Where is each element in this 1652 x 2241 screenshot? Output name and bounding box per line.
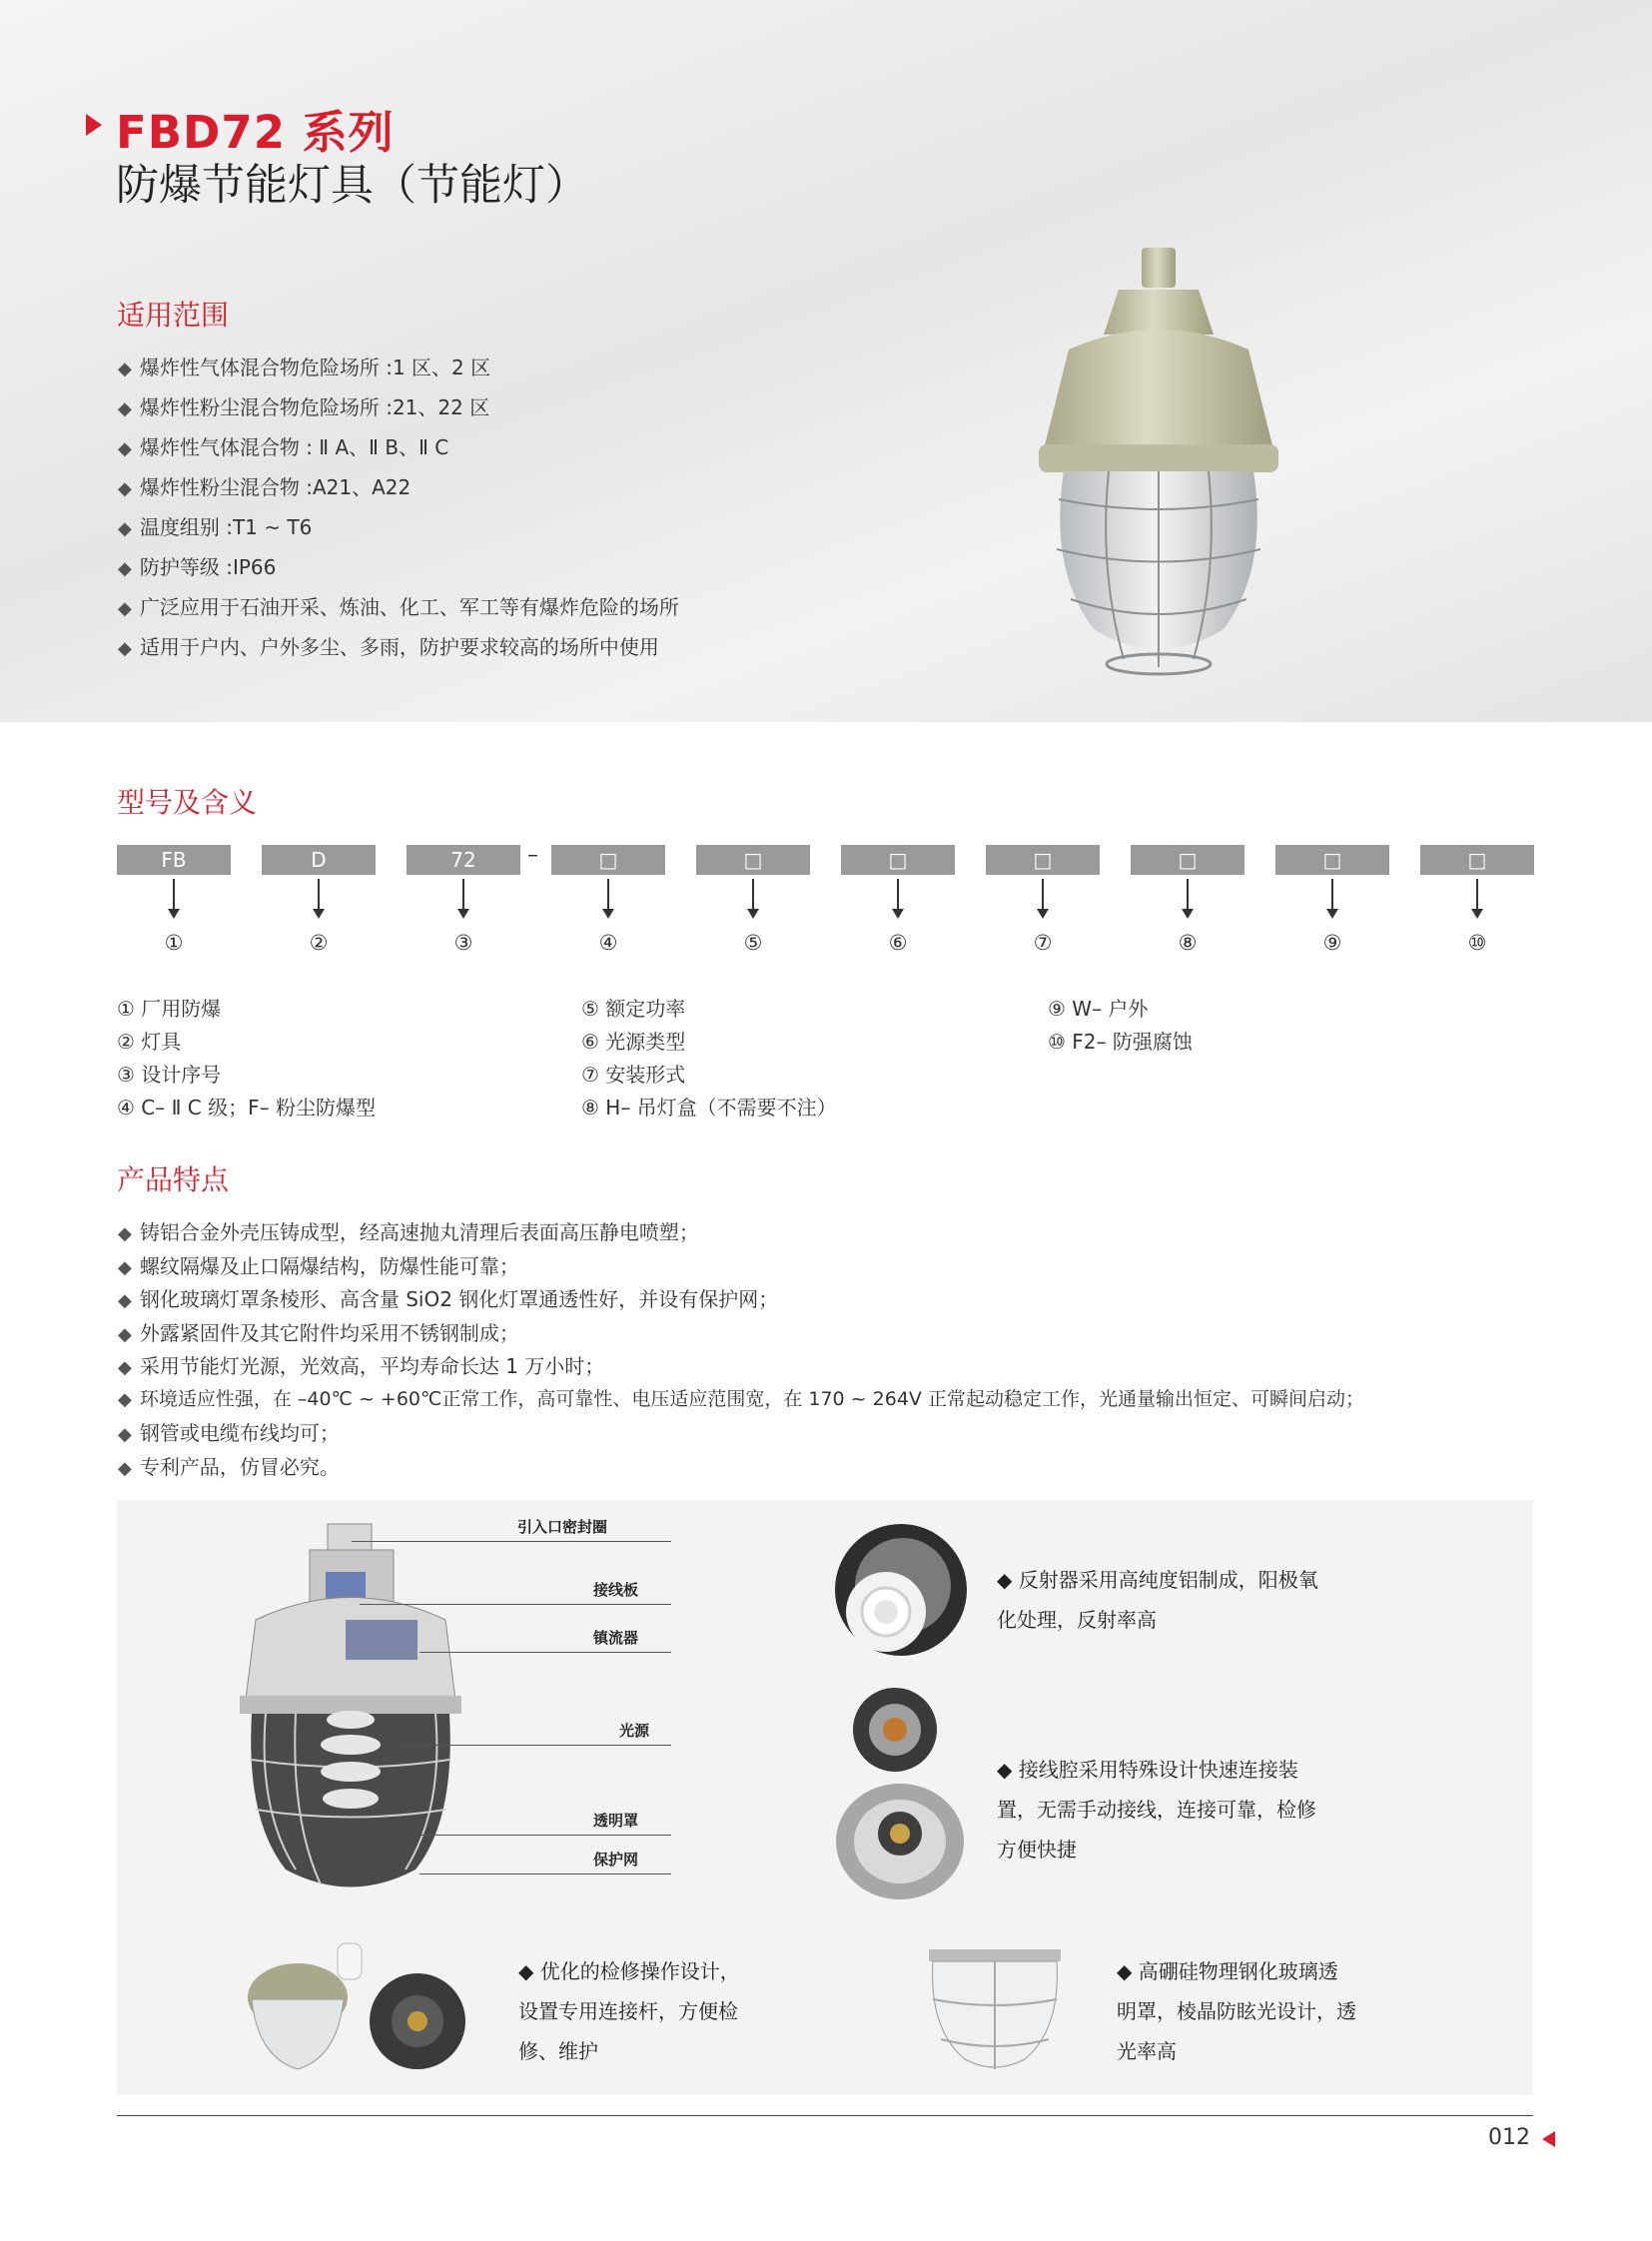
- feature-item: ◆ 铸铝合金外壳压铸成型，经高速抛丸清理后表面高压静电喷塑；: [118, 1220, 699, 1244]
- scope-item: ◆ 爆炸性气体混合物 : Ⅱ A、Ⅱ B、Ⅱ C: [118, 435, 449, 459]
- maintenance-line: 设置专用连接杆，方便检: [518, 1999, 738, 2023]
- scope-item: ◆ 广泛应用于石油开采、炼油、化工、军工等有爆炸危险的场所: [118, 595, 679, 619]
- model-number: ①: [164, 931, 184, 955]
- title-arrow-icon: [86, 114, 102, 136]
- legend-col-3: [1048, 993, 1193, 1059]
- callout-ballast: 镇流器: [593, 1629, 639, 1647]
- model-arrow: [1042, 879, 1044, 911]
- callout-guard: 保护网: [593, 1851, 639, 1868]
- legend-item: ⑩ F2– 防强腐蚀: [1048, 1030, 1193, 1054]
- series-title: FBD72 系列: [116, 106, 395, 159]
- model-number: ⑤: [743, 931, 763, 955]
- maintenance-image: [238, 1937, 467, 2077]
- scope-item: ◆ 防护等级 :IP66: [118, 555, 277, 579]
- legend-col-2: [581, 993, 837, 1124]
- glass-line: ◆ 高硼硅物理钢化玻璃透: [1117, 1959, 1338, 1983]
- page-arrow-icon: [1542, 2131, 1555, 2147]
- model-box-4: □: [551, 845, 665, 875]
- glass-text: [1117, 1951, 1356, 2071]
- scope-item: ◆ 温度组别 :T1 ~ T6: [118, 515, 313, 539]
- feature-item: ◆ 钢管或电缆布线均可；: [118, 1421, 340, 1445]
- callout-clear-cover: 透明罩: [593, 1812, 639, 1830]
- arrow-down-icon: [1326, 909, 1338, 919]
- wiring-chamber-bottom-image: [833, 1778, 967, 1901]
- features-list: [118, 1216, 1364, 1484]
- wiring-text: [997, 1750, 1316, 1869]
- glass-line: 光率高: [1117, 2039, 1177, 2063]
- lamp-cutaway-image: [236, 1520, 465, 1909]
- model-box-9: □: [1275, 845, 1389, 875]
- model-arrow: [607, 879, 609, 911]
- model-box-fb: FB: [117, 845, 231, 875]
- model-box-d: D: [262, 845, 376, 875]
- legend-item: ④ C– Ⅱ C 级；F– 粉尘防爆型: [117, 1096, 376, 1120]
- arrow-down-icon: [168, 909, 180, 919]
- model-arrow: [173, 879, 175, 911]
- model-arrow: [318, 879, 320, 911]
- scope-item: ◆ 爆炸性粉尘混合物 :A21、A22: [118, 475, 412, 499]
- arrow-down-icon: [1037, 909, 1049, 919]
- scope-list: [118, 352, 679, 671]
- model-box-72: 72: [407, 845, 520, 875]
- legend-item: ② 灯具: [117, 1030, 182, 1054]
- features-title: 产品特点: [117, 1163, 230, 1196]
- wiring-line: 方便快捷: [997, 1838, 1077, 1862]
- legend-item: ① 厂用防爆: [117, 997, 222, 1021]
- maintenance-line: ◆ 优化的检修操作设计，: [518, 1959, 740, 1983]
- model-number: ②: [309, 931, 329, 955]
- reflector-line: 化处理，反射率高: [997, 1608, 1157, 1632]
- arrow-down-icon: [892, 909, 904, 919]
- arrow-down-icon: [1471, 909, 1483, 919]
- legend-item: ⑤ 额定功率: [581, 997, 686, 1021]
- reflector-text: [997, 1560, 1318, 1640]
- legend-item: ⑥ 光源类型: [581, 1030, 686, 1054]
- model-arrow: [752, 879, 754, 911]
- callout-line: [400, 1745, 671, 1746]
- model-number: ⑩: [1467, 931, 1487, 955]
- feature-item: ◆ 钢化玻璃灯罩条棱形、高含量 SiO2 钢化灯罩通透性好，并设有保护网；: [118, 1287, 779, 1311]
- footer-rule: [117, 2115, 1533, 2116]
- callout-line: [352, 1541, 671, 1542]
- explosion-proof-lamp-image: [1009, 240, 1308, 699]
- model-arrow: [897, 879, 899, 911]
- page-number: 012: [1488, 2125, 1530, 2150]
- model-number: ⑦: [1033, 931, 1053, 955]
- callout-line: [419, 1835, 671, 1836]
- callout-line: [419, 1873, 671, 1874]
- model-arrow: [1187, 879, 1189, 911]
- callout-inlet-seal: 引入口密封圈: [517, 1518, 608, 1536]
- model-dash: –: [527, 843, 538, 868]
- legend-item: ⑦ 安装形式: [581, 1063, 686, 1087]
- model-number: ⑥: [888, 931, 908, 955]
- scope-item: ◆ 适用于户内、户外多尘、多雨，防护要求较高的场所中使用: [118, 635, 659, 659]
- arrow-down-icon: [457, 909, 469, 919]
- feature-item: ◆ 采用节能灯光源，光效高，平均寿命长达 1 万小时；: [118, 1354, 605, 1378]
- model-number: ⑨: [1322, 931, 1342, 955]
- wiring-chamber-top-image: [845, 1684, 945, 1776]
- legend-col-1: [117, 993, 376, 1124]
- callout-line: [360, 1604, 671, 1605]
- callout-line: [419, 1652, 671, 1653]
- arrow-down-icon: [1182, 909, 1194, 919]
- model-arrow: [462, 879, 464, 911]
- arrow-down-icon: [313, 909, 325, 919]
- wiring-line: 置，无需手动接线，连接可靠，检修: [997, 1798, 1316, 1822]
- feature-item: ◆ 专利产品，仿冒必究。: [118, 1454, 340, 1479]
- model-arrow: [1331, 879, 1333, 911]
- model-number: ③: [453, 931, 473, 955]
- model-number: ⑧: [1178, 931, 1198, 955]
- wiring-line: ◆ 接线腔采用特殊设计快速连接装: [997, 1758, 1298, 1782]
- model-box-7: □: [986, 845, 1100, 875]
- legend-item: ⑧ H– 吊灯盒（不需要不注）: [581, 1096, 837, 1120]
- reflector-image: [831, 1520, 971, 1660]
- model-box-5: □: [696, 845, 810, 875]
- callout-terminal-board: 接线板: [593, 1581, 639, 1599]
- callout-light-source: 光源: [619, 1722, 650, 1740]
- model-box-6: □: [841, 845, 955, 875]
- model-box-8: □: [1131, 845, 1244, 875]
- feature-item: ◆ 外露紧固件及其它附件均采用不锈钢制成；: [118, 1320, 519, 1345]
- model-title: 型号及含义: [117, 786, 258, 819]
- reflector-line: ◆ 反射器采用高纯度铝制成，阳极氧: [997, 1568, 1318, 1592]
- legend-item: ③ 设计序号: [117, 1063, 222, 1087]
- scope-title: 适用范围: [117, 299, 230, 332]
- product-subtitle: 防爆节能灯具（节能灯）: [116, 161, 588, 211]
- arrow-down-icon: [747, 909, 759, 919]
- scope-item: ◆ 爆炸性气体混合物危险场所 :1 区、2 区: [118, 356, 491, 379]
- model-arrow: [1476, 879, 1478, 911]
- arrow-down-icon: [602, 909, 614, 919]
- maintenance-line: 修、维护: [518, 2039, 598, 2063]
- feature-item: ◆ 螺纹隔爆及止口隔爆结构，防爆性能可靠；: [118, 1253, 519, 1278]
- glass-cover-image: [925, 1949, 1065, 2075]
- model-number: ④: [598, 931, 618, 955]
- maintenance-text: [518, 1951, 740, 2071]
- glass-line: 明罩，棱晶防眩光设计，透: [1117, 1999, 1356, 2023]
- model-box-10: □: [1420, 845, 1534, 875]
- feature-item: ◆ 环境适应性强，在 –40℃ ~ +60℃正常工作，高可靠性、电压适应范围宽，在 170 ~ 264V 正常起动稳定工作，光通量输出恒定、可瞬间启动；: [118, 1387, 1364, 1410]
- legend-item: ⑨ W– 户外: [1048, 997, 1149, 1021]
- scope-item: ◆ 爆炸性粉尘混合物危险场所 :21、22 区: [118, 395, 490, 419]
